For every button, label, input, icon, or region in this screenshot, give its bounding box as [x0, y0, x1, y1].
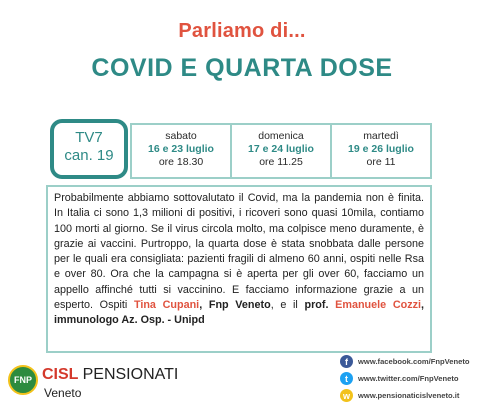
social-link-facebook[interactable] — [340, 353, 480, 370]
description-text — [46, 185, 432, 353]
fnp-logo: FNP — [8, 365, 38, 395]
main-title: COVID E QUARTA DOSE — [91, 54, 393, 82]
schedule-slot — [230, 125, 330, 177]
slot-day: sabato — [165, 130, 197, 142]
org-cisl: CISL — [42, 366, 79, 383]
kicker-title: Parliamo di... — [178, 20, 306, 42]
slot-date: 17 e 24 luglio — [248, 143, 314, 155]
slot-day: domenica — [258, 130, 304, 142]
link-text[interactable]: www.facebook.com/FnpVeneto — [358, 357, 470, 366]
web-icon: w — [340, 389, 353, 402]
tv-channel-badge — [50, 119, 128, 179]
guest-org: , immunologo Az. Osp. - Unipd — [54, 299, 425, 327]
organization-region: Veneto — [44, 386, 82, 400]
guest-name: Tina Cupani — [133, 299, 200, 312]
social-link-twitter[interactable] — [340, 370, 480, 387]
slot-day: martedì — [363, 130, 399, 142]
guest-name: Emanuele Cozzi — [335, 299, 422, 312]
slot-date: 16 e 23 luglio — [148, 143, 214, 155]
guest-org: , Fnp Veneto — [199, 299, 271, 312]
schedule-slot — [132, 125, 230, 177]
link-text[interactable]: www.pensionaticislveneto.it — [358, 391, 460, 400]
broadcast-schedule — [130, 123, 432, 179]
link-text[interactable]: www.twitter.com/FnpVeneto — [358, 374, 459, 383]
channel-number: can. 19 — [64, 147, 114, 164]
separator-text: , e il — [270, 299, 305, 312]
description-body: Probabilmente abbiamo sottovalutato il Covid, ma la pandemia non è finita. In Italia ci sono 1,3 milioni di positivi, i ricoveri sono quasi 10mila, contiamo 100 morti al giorno. Se il virus circola molto, ma colpisce meno duramente, è grazie ai vaccini. Purtroppo, la quarta dose è stata snobbata dalle persone per le quali era consigliata: pazienti fragili di almeno 60 anni, ospiti nelle Rsa e over 80. Ora che la campagna si è aperta per gli over 60, facciamo un appello affinché tutti si vaccinino. E facciamo informazione grazie a un esperto. Ospiti — [54, 192, 424, 312]
channel-name: TV7 — [75, 129, 103, 146]
slot-time: ore 11 — [366, 156, 396, 168]
slot-date: 19 e 26 luglio — [348, 143, 414, 155]
slot-time: ore 11.25 — [259, 156, 303, 168]
organization-name — [42, 366, 178, 384]
social-link-website[interactable] — [340, 387, 480, 404]
org-pensionati: PENSIONATI — [82, 366, 179, 383]
facebook-icon: f — [340, 355, 353, 368]
schedule-slot — [330, 125, 430, 177]
prof-title: prof. — [304, 299, 329, 312]
slot-time: ore 18.30 — [158, 156, 204, 168]
twitter-icon: t — [340, 372, 353, 385]
social-links — [340, 353, 480, 404]
